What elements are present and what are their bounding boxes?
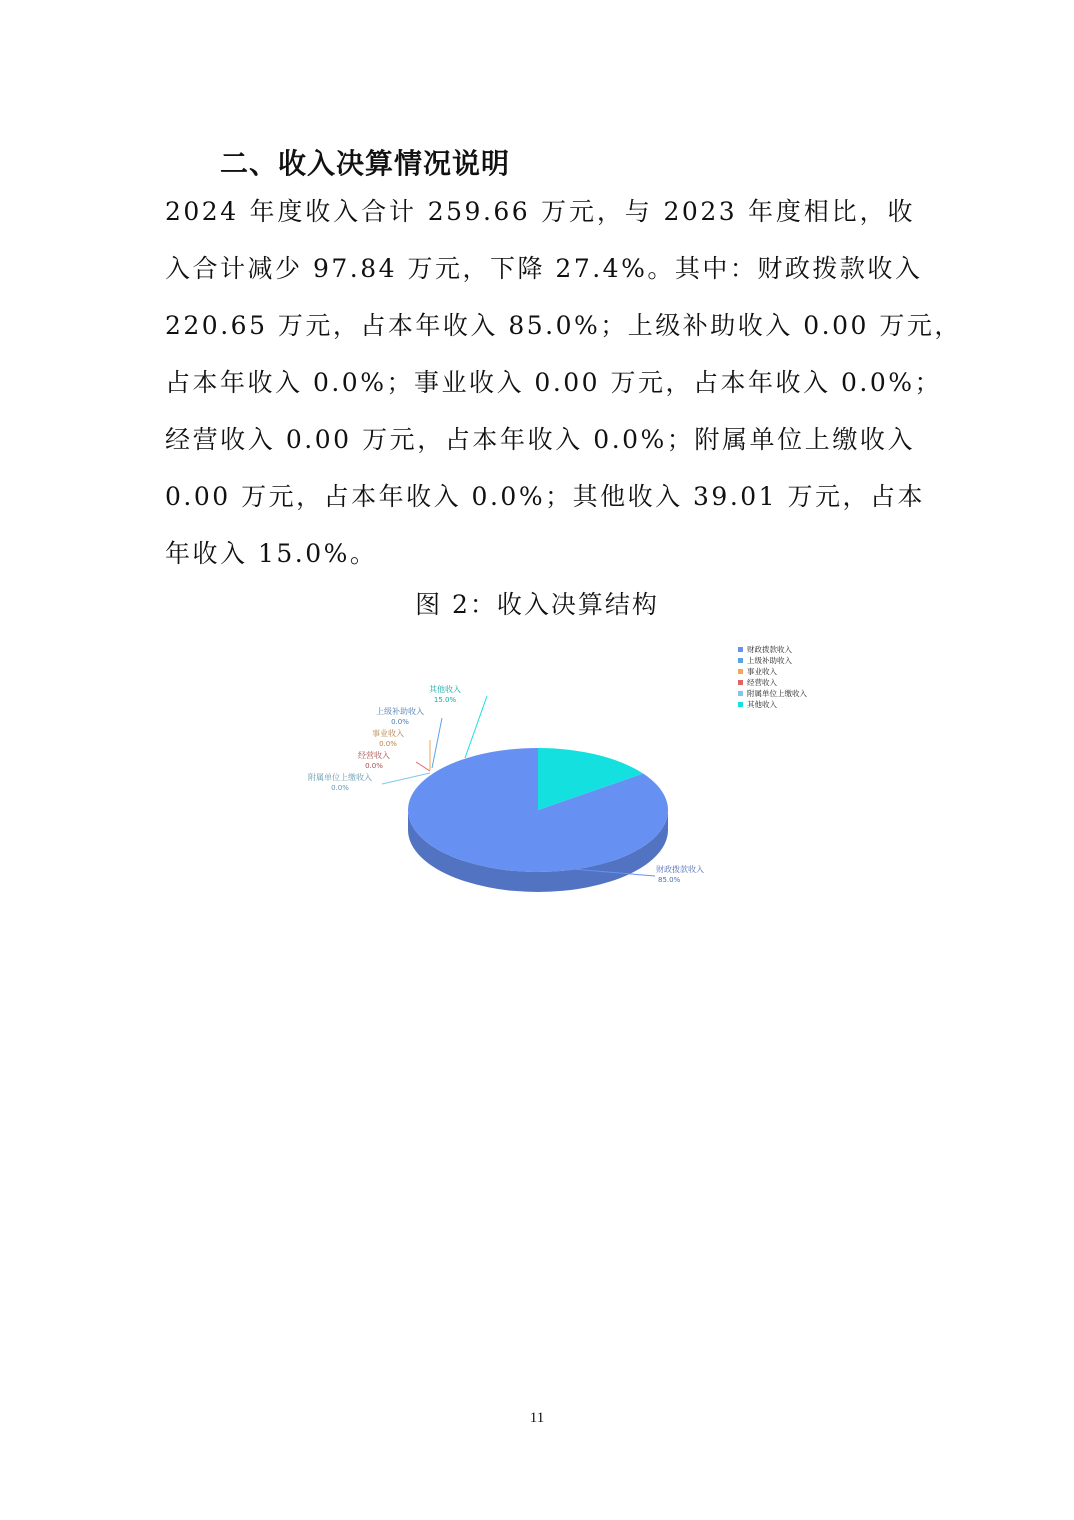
income-paragraph [165,183,962,582]
legend-entry: 附属单位上缴收入 [747,689,807,698]
paragraph-line: 220.65 万元，占本年收入 85.0%；上级补助收入 0.00 万元， [165,311,962,340]
paragraph-line: 0.00 万元，占本年收入 0.0%；其他收入 39.01 万元，占本 [165,482,926,511]
slice-name-label: 上级补助收入 [376,707,424,716]
legend-entry: 财政拨款收入 [747,645,792,654]
legend-entry: 经营收入 [747,678,777,687]
figure-title: 图 2：收入决算结构 [415,590,659,619]
legend-swatch [738,702,743,707]
legend-entry: 事业收入 [747,667,777,676]
slice-percent-label: 15.0% [433,696,457,704]
label-leader-3 [416,762,430,771]
legend-swatch [738,680,743,685]
slice-name-label: 财政拨款收入 [656,865,704,874]
label-leader-1 [432,718,442,768]
paragraph-line: 年收入 15.0%。 [165,539,378,568]
slice-percent-label: 0.0% [331,784,349,792]
paragraph-line: 经营收入 0.00 万元，占本年收入 0.0%；附属单位上缴收入 [165,425,915,454]
slice-name-label: 经营收入 [358,751,390,760]
legend-entry: 上级补助收入 [747,656,792,665]
slice-name-label: 其他收入 [429,685,461,694]
label-leader-5 [465,696,487,758]
income-pie-chart [300,640,840,910]
paragraph-line: 占本年收入 0.0%；事业收入 0.00 万元，占本年收入 0.0%； [165,368,942,397]
paragraph-line: 入合计减少 97.84 万元，下降 27.4%。其中：财政拨款收入 [165,254,923,283]
legend-swatch [738,658,743,663]
section-heading: 二、收入决算情况说明 [220,147,511,180]
legend-entry: 其他收入 [747,700,777,709]
paragraph-line: 2024 年度收入合计 259.66 万元，与 2023 年度相比，收 [165,197,915,226]
slice-percent-label: 85.0% [658,876,681,884]
slice-name-label: 附属单位上缴收入 [308,773,372,782]
legend-swatch [738,647,743,652]
legend-swatch [738,691,743,696]
slice-name-label: 事业收入 [372,729,404,738]
slice-percent-label: 0.0% [365,762,383,770]
legend-swatch [738,669,743,674]
slice-percent-label: 0.0% [391,718,409,726]
slice-percent-label: 0.0% [379,740,397,748]
page-number: 11 [529,1410,545,1426]
